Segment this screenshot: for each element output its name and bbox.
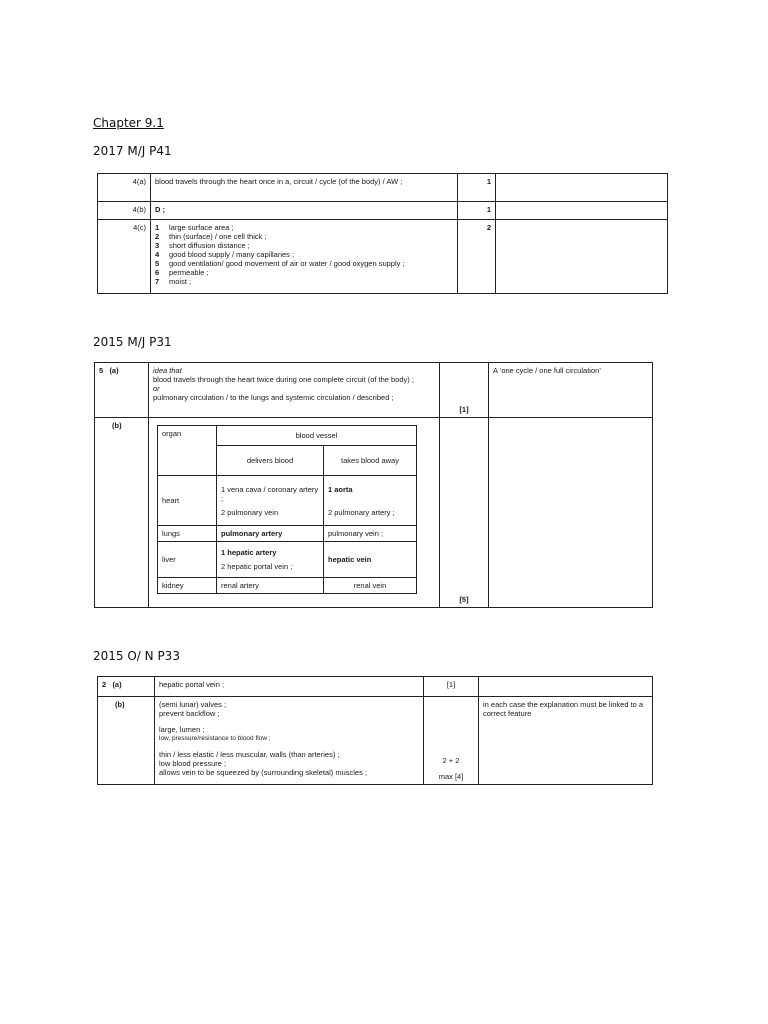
answer-lines: (semi lunar) valves ; prevent backflow ; large, lumen ; low, pressure/resistance to blood flow ; thin / less elastic / less muscular, walls (than arteries) ; low blood pressure ; allows vein to be squeezed by (surrounding skeletal) muscles ; [155,697,424,785]
guidance: A ‘one cycle / one full circulation’ [489,363,653,418]
marks: 1 [458,202,496,220]
answer-points [151,220,458,294]
organ-liver: liver [158,542,217,578]
mark-scheme-table-1 [97,173,668,294]
question-number: 4(c) [98,220,151,294]
heart-delivers: 1 vena cava / coronary artery ; 2 pulmonary vein [217,476,324,526]
question-number: 5 (a) [95,363,149,418]
chapter-title: Chapter 9.1 [93,116,164,130]
marks: [1] [440,363,489,418]
kidney-takes: renal vein [324,578,417,594]
question-number: (b) [98,697,155,785]
question-number: 4(a) [98,174,151,202]
point: 1 large surface area ; [155,223,234,232]
heart-takes: 1 aorta 2 pulmonary artery ; [324,476,417,526]
question-number: 4(b) [98,202,151,220]
organ-heart: heart [158,476,217,526]
guidance [479,677,653,697]
answer-table-cell [149,418,440,608]
marks: 1 [458,174,496,202]
point: 7 moist ; [155,277,192,286]
marks: [1] [424,677,479,697]
liver-takes: hepatic vein [324,542,417,578]
marks: 2 [458,220,496,294]
lungs-delivers: pulmonary artery [217,526,324,542]
guidance [496,220,668,294]
blood-vessel-table [157,425,417,594]
header-delivers: delivers blood [217,446,324,476]
guidance [489,418,653,608]
guidance [496,202,668,220]
header-takes-away: takes blood away [324,446,417,476]
guidance: in each case the explanation must be linked to a correct feature [479,697,653,785]
section-heading-2: 2015 M/J P31 [93,335,172,349]
organ-lungs: lungs [158,526,217,542]
answer-text: D ; [151,202,458,220]
point: 3 short diffusion distance ; [155,241,250,250]
liver-delivers: 1 hepatic artery 2 hepatic portal vein ; [217,542,324,578]
point: 2 thin (surface) / one cell thick ; [155,232,267,241]
marks: 2 + 2 max [4] [424,697,479,785]
header-blood-vessel: blood vessel [217,426,417,446]
question-number: (b) [95,418,149,608]
organ-kidney: kidney [158,578,217,594]
guidance [496,174,668,202]
point: 5 good ventilation/ good movement of air or water / good oxygen supply ; [155,259,405,268]
question-number: 2 (a) [98,677,155,697]
kidney-delivers: renal artery [217,578,324,594]
lungs-takes: pulmonary vein ; [324,526,417,542]
mark-scheme-table-2 [94,362,653,608]
answer-text: hepatic portal vein ; [155,677,424,697]
point: 6 permeable ; [155,268,209,277]
answer-text: idea that blood travels through the heart twice during one complete circuit (of the body) ; or pulmonary circulation / to the lungs and systemic circulation / described ; [149,363,440,418]
answer-text: blood travels through the heart once in a, circuit / cycle (of the body) / AW ; [151,174,458,202]
mark-scheme-table-3 [97,676,653,785]
section-heading-1: 2017 M/J P41 [93,144,172,158]
marks: [5] [440,418,489,608]
section-heading-3: 2015 O/ N P33 [93,649,180,663]
header-organ: organ [158,426,217,476]
point: 4 good blood supply / many capillaries ; [155,250,295,259]
